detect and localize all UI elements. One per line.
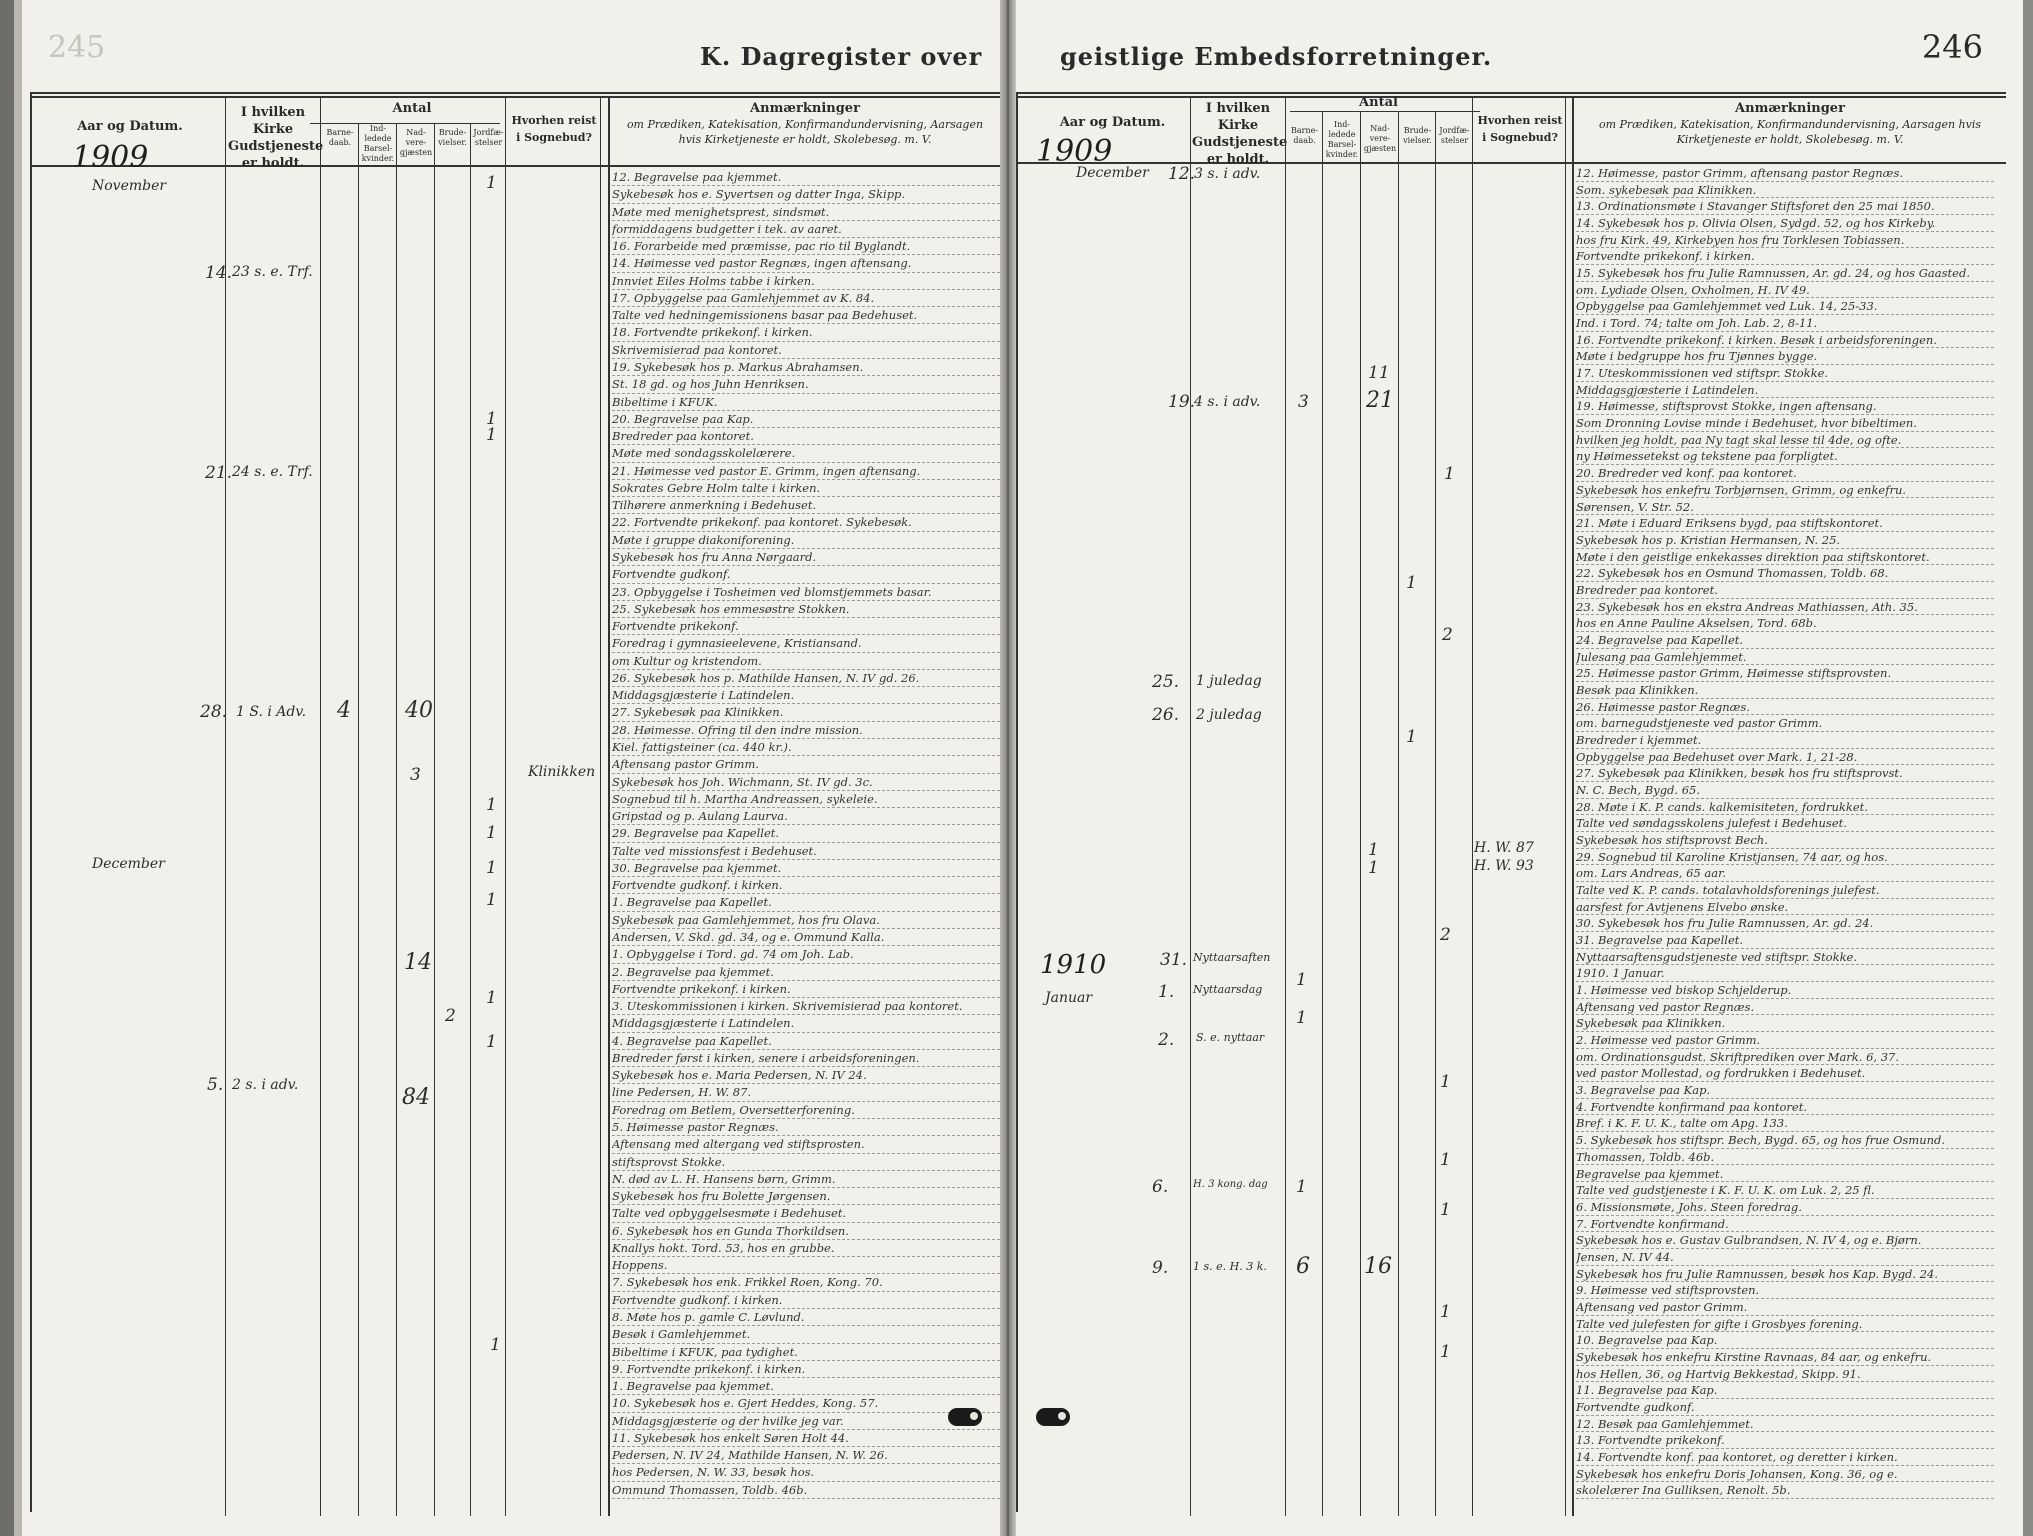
remark-line: Fortvendte gudkonf. i kirken.: [612, 878, 1000, 894]
book-edge-left: [0, 0, 14, 1536]
remark-line: Talte ved hedningemissionens basar paa Bedehuset.: [612, 308, 1000, 324]
right-date: 25.: [1152, 672, 1180, 692]
left-header-bottom-rule: [30, 165, 1000, 167]
remark-line: Bibeltime i KFUK.: [612, 395, 1000, 411]
right-date: 6.: [1152, 1177, 1169, 1197]
remark-line: 24. Begravelse paa Kapellet.: [1576, 633, 1994, 649]
right-communicant-count: 21: [1366, 388, 1394, 413]
remark-line: Fortvendte gudkonf. i kirken.: [612, 1293, 1000, 1309]
remark-line: Fortvendte prikekonf.: [612, 619, 1000, 635]
remark-line: 7. Sykebesøk hos enk. Frikkel Roen, Kong. 70.: [612, 1275, 1000, 1291]
remark-line: 14. Høimesse ved pastor Regnæs, ingen aftensang.: [612, 256, 1000, 272]
remark-line: 1910. 1 Januar.: [1576, 966, 1994, 982]
remark-line: 11. Sykebesøk hos enkelt Søren Holt 44.: [612, 1431, 1000, 1447]
right-header-remarks-sub: om Prædiken, Katekisation, Konfirmandundervisning, Aarsagen hvis Kirketjeneste er holdt, Skolebesøg. m. V.: [1598, 118, 1982, 146]
left-col-rule-baptisms: [358, 123, 359, 1516]
left-col-rule-funerals: [505, 96, 506, 1516]
right-date: 31.: [1160, 950, 1188, 970]
remark-line: 20. Bredreder ved konf. paa kontoret.: [1576, 466, 1994, 482]
remark-line: 5. Høimesse pastor Regnæs.: [612, 1120, 1000, 1136]
left-funeral-count: 1: [486, 173, 497, 193]
right-church: H. 3 kong. dag: [1193, 1179, 1268, 1190]
right-wedding-count: 1: [1440, 1200, 1451, 1220]
book-edge-left-inner: [14, 0, 22, 1536]
remark-line: Talte ved opbyggelsesmøte i Bedehuset.: [612, 1206, 1000, 1222]
remark-line: Middagsgjæsterie i Latindelen.: [612, 1016, 1000, 1032]
remark-line: 18. Fortvendte prikekonf. i kirken.: [612, 325, 1000, 341]
remark-line: Besøk paa Klinikken.: [1576, 683, 1994, 699]
left-communicant-count: 40: [405, 698, 433, 723]
remark-line: om. Lydiade Olsen, Oxholmen, H. IV 49.: [1576, 283, 1994, 299]
right-antal-rule: [1290, 111, 1480, 112]
bleed-through-page-number: 245: [48, 30, 106, 65]
remark-line: Skrivemisierad paa kontoret.: [612, 343, 1000, 359]
left-month-mark: December: [92, 856, 165, 872]
left-church: 2 s. i adv.: [232, 1077, 299, 1093]
remark-line: Sørensen, V. Str. 52.: [1576, 500, 1994, 516]
right-baptism-count: 1: [1296, 970, 1307, 990]
remark-line: Talte ved søndagsskolens julefest i Bedehuset.: [1576, 816, 1994, 832]
right-baptism-count: 6: [1296, 1254, 1310, 1279]
left-communicant-count: 3: [410, 765, 421, 785]
remark-line: 14. Fortvendte konf. paa kontoret, og deretter i kirken.: [1576, 1450, 1994, 1466]
right-top-rule: [1016, 92, 2006, 94]
remark-line: 10. Sykebesøk hos e. Gjert Heddes, Kong. 57.: [612, 1396, 1000, 1412]
remark-line: 9. Fortvendte prikekonf. i kirken.: [612, 1362, 1000, 1378]
remark-line: ny Høimessetekst og tekstene paa forpligtet.: [1576, 449, 1994, 465]
remark-line: 19. Høimesse, stiftsprovst Stokke, ingen aftensang.: [1576, 399, 1994, 415]
right-month-mark: Januar: [1045, 990, 1093, 1006]
remark-line: Sokrates Gebre Holm talte i kirken.: [612, 481, 1000, 497]
remark-line: ved pastor Mollestad, og fordrukken i Bedehuset.: [1576, 1066, 1994, 1082]
right-col-rule-weddings: [1435, 111, 1436, 1516]
right-wedding-count: 1: [1440, 1302, 1451, 1322]
right-month-mark: December: [1076, 165, 1149, 181]
right-date: 2.: [1158, 1030, 1175, 1050]
remark-line: Fortvendte prikekonf. i kirken.: [612, 982, 1000, 998]
remark-line: Møte i gruppe diakoniforening.: [612, 533, 1000, 549]
left-funeral-count: 1: [486, 409, 497, 429]
right-header-travel: Hvorhen reist i Sognebud?: [1477, 114, 1563, 144]
left-date: 21.: [205, 463, 233, 483]
right-col-rule-baptisms: [1322, 111, 1323, 1516]
remark-line: 17. Uteskommissionen ved stiftspr. Stokke.: [1576, 366, 1994, 382]
remark-line: 7. Fortvendte konfirmand.: [1576, 1217, 1994, 1233]
remark-line: Sykebesøk hos stiftsprovst Bech.: [1576, 833, 1994, 849]
remark-line: Talte ved gudstjeneste i K. F. U. K. om Luk. 2, 25 fl.: [1576, 1183, 1994, 1199]
left-col-rule-church: [320, 96, 321, 1516]
left-header-remarks-sub: om Prædiken, Katekisation, Konfirmandundervisning, Aarsagen hvis Kirketjeneste er holdt, Skolebesøg. m. V.: [626, 118, 984, 146]
remark-line: Nyttaarsaftensgudstjeneste ved stiftspr. Stokke.: [1576, 950, 1994, 966]
left-header-communicants: Nad-vere-gjæsten: [399, 128, 433, 157]
remark-line: Besøk i Gamlehjemmet.: [612, 1327, 1000, 1343]
remark-line: 14. Sykebesøk hos p. Olivia Olsen, Sydgd. 52, og hos Kirkeby.: [1576, 216, 1994, 232]
remark-line: Bredreder paa kontoret.: [1576, 583, 1994, 599]
remark-line: Møte i bedgruppe hos fru Tjønnes bygge.: [1576, 349, 1994, 365]
right-church: Nyttaarsaften: [1193, 951, 1271, 964]
remark-line: 10. Begravelse paa Kap.: [1576, 1333, 1994, 1349]
remark-line: Bref. i K. F. U. K., talte om Apg. 133.: [1576, 1116, 1994, 1132]
left-col-rule-churchings: [396, 123, 397, 1516]
right-year-1910: 1910: [1040, 950, 1107, 980]
remark-line: Sykebesøk hos Joh. Wichmann, St. IV gd. 3c.: [612, 775, 1000, 791]
remark-line: 12. Besøk paa Gamlehjemmet.: [1576, 1417, 1994, 1433]
remark-line: 8. Møte hos p. gamle C. Løvlund.: [612, 1310, 1000, 1326]
remark-line: Som. sykebesøk paa Klinikken.: [1576, 183, 1994, 199]
book-edge-right: [2023, 0, 2033, 1536]
left-header-remarks-title: Anmærkninger: [750, 101, 860, 116]
right-wedding-count: 1: [1440, 1150, 1451, 1170]
remark-line: 31. Begravelse paa Kapellet.: [1576, 933, 1994, 949]
remark-line: 29. Sognebud til Karoline Kristjansen, 74 aar, og hos.: [1576, 850, 1994, 866]
right-travel-entry: H. W. 87: [1474, 840, 1534, 856]
right-date: 1.: [1158, 982, 1175, 1002]
remark-line: 3. Uteskommissionen i kirken. Skrivemisierad paa kontoret.: [612, 999, 1000, 1015]
right-communicant-count: 11: [1368, 363, 1390, 383]
remark-line: 1. Opbyggelse i Tord. gd. 74 om Joh. Lab.: [612, 947, 1000, 963]
ink-blot: [1036, 1408, 1070, 1426]
remark-line: 9. Høimesse ved stiftsprovsten.: [1576, 1283, 1994, 1299]
remark-line: Talte ved missionsfest i Bedehuset.: [612, 844, 1000, 860]
remark-line: Som Dronning Lovise minde i Bedehuset, hvor bibeltimen.: [1576, 416, 1994, 432]
remark-line: Talte ved K. P. cands. totalavholdsforenings julefest.: [1576, 883, 1994, 899]
remark-line: 4. Begravelse paa Kapellet.: [612, 1034, 1000, 1050]
remark-line: 5. Sykebesøk hos stiftspr. Bech, Bygd. 65, og hos frue Osmund.: [1576, 1133, 1994, 1149]
right-churching-count: 1: [1406, 573, 1417, 593]
remark-line: 1. Begravelse paa kjemmet.: [612, 1379, 1000, 1395]
remark-line: Ommund Thomassen, Toldb. 46b.: [612, 1483, 1000, 1499]
remark-line: Middagsgjæsterie i Latindelen.: [1576, 383, 1994, 399]
remark-line: Fortvendte gudkonf.: [1576, 1400, 1994, 1416]
remark-line: 25. Sykebesøk hos emmesøstre Stokken.: [612, 602, 1000, 618]
remark-line: Sykebesøk hos e. Gustav Gulbrandsen, N. IV 4, og e. Bjørn.: [1576, 1233, 1994, 1249]
right-top-rule-double: [1016, 96, 2006, 98]
left-header-travel: Hvorhen reist i Sognebud?: [511, 114, 597, 144]
remark-line: Ind. i Tord. 74; talte om Joh. Lab. 2, 8-11.: [1576, 316, 1994, 332]
left-funeral-count: 1: [486, 795, 497, 815]
remark-line: Sykebesøk hos enkefru Doris Johansen, Kong. 36, og e.: [1576, 1467, 1994, 1483]
remark-line: 12. Begravelse paa kjemmet.: [612, 170, 1000, 186]
remark-line: 22. Sykebesøk hos en Osmund Thomassen, Toldb. 68.: [1576, 566, 1994, 582]
remark-line: Møte i den geistlige enkekasses direktion paa stiftskontoret.: [1576, 550, 1994, 566]
remark-line: 26. Sykebesøk hos p. Mathilde Hansen, N. IV gd. 26.: [612, 671, 1000, 687]
left-col-rule-communicants: [434, 123, 435, 1516]
remark-line: 6. Missionsmøte, Johs. Steen foredrag.: [1576, 1200, 1994, 1216]
remark-line: 2. Høimesse ved pastor Grimm.: [1576, 1033, 1994, 1049]
left-col-rule-travel: [600, 96, 601, 1516]
right-church: 3 s. i adv.: [1194, 166, 1261, 182]
remark-line: hos fru Kirk. 49, Kirkebyen hos fru Torklesen Tobiassen.: [1576, 233, 1994, 249]
ink-blot: [948, 1408, 982, 1426]
left-communicant-count: 84: [402, 1085, 430, 1110]
remark-line: Hoppens.: [612, 1258, 1000, 1274]
right-baptism-count: 1: [1296, 1177, 1307, 1197]
right-col-rule-funerals: [1472, 96, 1473, 1516]
remark-line: Innviet Eiles Holms tabbe i kirken.: [612, 274, 1000, 290]
remark-line: Fortvendte gudkonf.: [612, 567, 1000, 583]
right-col-rule-date: [1190, 96, 1191, 1516]
left-header-funerals: Jordfæ-stelser: [473, 128, 504, 147]
left-top-rule: [30, 92, 1000, 94]
left-travel-entry: Klinikken: [528, 764, 596, 780]
remark-line: 15. Sykebesøk hos fru Julie Ramnussen, Ar. gd. 24, og hos Gaasted.: [1576, 266, 1994, 282]
book-gutter: [1000, 0, 1016, 1536]
remark-line: 30. Begravelse paa kjemmet.: [612, 861, 1000, 877]
right-date: 12.: [1168, 164, 1196, 184]
left-funeral-count: 1: [486, 823, 497, 843]
remark-line: 17. Opbyggelse paa Gamlehjemmet av K. 84.: [612, 291, 1000, 307]
remark-line: 1. Begravelse paa Kapellet.: [612, 895, 1000, 911]
remark-line: N. C. Bech, Bygd. 65.: [1576, 783, 1994, 799]
right-church: Nyttaarsdag: [1193, 983, 1263, 996]
right-header-date: Aar og Datum.: [1059, 115, 1166, 130]
right-page-title: geistlige Embedsforretninger.: [1060, 42, 1493, 71]
right-wedding-count: 2: [1440, 925, 1451, 945]
remark-line: 27. Sykebesøk paa Klinikken.: [612, 705, 1000, 721]
remark-line: Julesang paa Gamlehjemmet.: [1576, 650, 1994, 666]
right-year: 1909: [1036, 134, 1113, 169]
right-baptism-count: 3: [1298, 392, 1309, 412]
remark-line: 12. Høimesse, pastor Grimm, aftensang pastor Regnæs.: [1576, 166, 1994, 182]
remark-line: Sykebesøk hos fru Bolette Jørgensen.: [612, 1189, 1000, 1205]
remark-line: 27. Sykebesøk paa Klinikken, besøk hos fru stiftsprovst.: [1576, 766, 1994, 782]
remark-line: Aftensang med altergang ved stiftsprosten.: [612, 1137, 1000, 1153]
left-church: 24 s. e. Trf.: [232, 464, 313, 480]
left-col-rule-date: [225, 96, 226, 1516]
right-header-church: I hvilken Kirke Gudstjeneste er holdt.: [1192, 101, 1288, 167]
right-header-remarks-title: Anmærkninger: [1735, 101, 1845, 116]
remark-line: om. Ordinationsgudst. Skriftprediken over Mark. 6, 37.: [1576, 1050, 1994, 1066]
remark-line: Bibeltime i KFUK, paa tydighet.: [612, 1345, 1000, 1361]
right-church: 2 juledag: [1196, 707, 1262, 723]
remark-line: 26. Høimesse pastor Regnæs.: [1576, 700, 1994, 716]
remark-line: 29. Begravelse paa Kapellet.: [612, 826, 1000, 842]
remark-line: 11. Begravelse paa Kap.: [1576, 1383, 1994, 1399]
remark-line: 3. Begravelse paa Kap.: [1576, 1083, 1994, 1099]
right-col-rule-remarks: [1572, 96, 1574, 1516]
remark-line: 16. Fortvendte prikekonf. i kirken. Besøk i arbeidsforeningen.: [1576, 333, 1994, 349]
left-funeral-count: 1: [486, 858, 497, 878]
remark-line: 25. Høimesse pastor Grimm, Høimesse stiftsprovsten.: [1576, 666, 1994, 682]
right-churching-count: 1: [1406, 727, 1417, 747]
right-wedding-count: 1: [1444, 464, 1455, 484]
remark-line: Bredreder paa kontoret.: [612, 429, 1000, 445]
remark-line: om. Lars Andreas, 65 aar.: [1576, 866, 1994, 882]
left-communicant-count: 14: [404, 950, 432, 975]
left-col-rule-weddings: [470, 123, 471, 1516]
remark-line: 30. Sykebesøk hos fru Julie Ramnussen, Ar. gd. 24.: [1576, 916, 1994, 932]
remark-line: Sykebesøk hos enkefru Kirstine Ravnaas, 84 aar, og enkefru.: [1576, 1350, 1994, 1366]
remark-line: Andersen, V. Skd. gd. 34, og e. Ommund Kalla.: [612, 930, 1000, 946]
left-top-rule-double: [30, 96, 1000, 98]
remark-line: Fortvendte prikekonf. i kirken.: [1576, 249, 1994, 265]
right-page-border: [1016, 92, 1018, 1512]
remark-line: hvilken jeg holdt, paa Ny tagt skal lesse til 4de, og ofte.: [1576, 433, 1994, 449]
remark-line: Thomassen, Toldb. 46b.: [1576, 1150, 1994, 1166]
right-date: 19.: [1168, 392, 1196, 412]
right-header-communicants: Nad-vere-gjæsten: [1363, 124, 1397, 153]
remark-line: Gripstad og p. Aulang Laurva.: [612, 809, 1000, 825]
remark-line: Sykebesøk hos e. Syvertsen og datter Inga, Skipp.: [612, 187, 1000, 203]
remark-line: Kiel. fattigsteiner (ca. 440 kr.).: [612, 740, 1000, 756]
remark-line: 21. Møte i Eduard Eriksens bygd, paa stiftskontoret.: [1576, 516, 1994, 532]
right-header-churchings: Ind-ledede Barsel-kvinder.: [1325, 120, 1359, 159]
remark-line: Sykebesøk hos fru Julie Ramnussen, besøk hos Kap. Bygd. 24.: [1576, 1267, 1994, 1283]
remark-line: stiftsprovst Stokke.: [612, 1155, 1000, 1171]
right-wedding-count: 2: [1442, 625, 1453, 645]
remark-line: Opbyggelse paa Gamlehjemmet ved Luk. 14, 25-33.: [1576, 299, 1994, 315]
remark-line: aarsfest for Avtjenens Elvebo ønske.: [1576, 900, 1994, 916]
right-header-weddings: Brude-vielser.: [1403, 126, 1432, 145]
remark-line: Tilhørere anmerkning i Bedehuset.: [612, 498, 1000, 514]
remark-line: Sykebesøk paa Klinikken.: [1576, 1016, 1994, 1032]
left-date: 14.: [205, 263, 233, 283]
right-wedding-count: 1: [1440, 1072, 1451, 1092]
remark-line: Sognebud til h. Martha Andreassen, sykeleie.: [612, 792, 1000, 808]
remark-line: 20. Begravelse paa Kap.: [612, 412, 1000, 428]
right-date: 26.: [1152, 705, 1180, 725]
right-travel-entry: H. W. 93: [1474, 858, 1534, 874]
remark-line: St. 18 gd. og hos Juhn Henriksen.: [612, 377, 1000, 393]
remark-line: hos Hellen, 36, og Hartvig Bekkestad, Skipp. 91.: [1576, 1367, 1994, 1383]
remark-line: 19. Sykebesøk hos p. Markus Abrahamsen.: [612, 360, 1000, 376]
remark-line: Aftensang ved pastor Grimm.: [1576, 1300, 1994, 1316]
left-header-date: Aar og Datum.: [77, 119, 183, 134]
left-header-weddings: Brude-vielser.: [438, 128, 467, 147]
left-page-title: K. Dagregister over: [700, 42, 983, 71]
remark-line: 28. Møte i K. P. cands. kalkemisiteten, fordrukket.: [1576, 800, 1994, 816]
right-col-rule-churchings: [1360, 111, 1361, 1516]
remark-line: Sykebesøk hos e. Maria Pedersen, N. IV 24.: [612, 1068, 1000, 1084]
left-church: 1 S. i Adv.: [236, 704, 307, 720]
right-communicant-count: 1: [1368, 840, 1379, 860]
remark-line: Middagsgjæsterie i Latindelen.: [612, 688, 1000, 704]
remark-line: Aftensang pastor Grimm.: [612, 757, 1000, 773]
remark-line: N. død av L. H. Hansens børn, Grimm.: [612, 1172, 1000, 1188]
right-church: S. e. nyttaar: [1196, 1031, 1265, 1044]
remark-line: Sykebesøk paa Gamlehjemmet, hos fru Olava.: [612, 913, 1000, 929]
left-funeral-count: 1: [486, 988, 497, 1008]
remark-line: Foredrag i gymnasieelevene, Kristiansand.: [612, 636, 1000, 652]
right-church: 1 juledag: [1196, 673, 1262, 689]
remark-line: 22. Fortvendte prikekonf. paa kontoret. Sykebesøk.: [612, 515, 1000, 531]
remark-line: Middagsgjæsterie og der hvilke jeg var.: [612, 1414, 1000, 1430]
right-wedding-count: 1: [1440, 1342, 1451, 1362]
remark-line: 28. Høimesse. Ofring til den indre mission.: [612, 723, 1000, 739]
remark-line: 16. Forarbeide med præmisse, pac rio til Byglandt.: [612, 239, 1000, 255]
remark-line: Jensen, N. IV 44.: [1576, 1250, 1994, 1266]
remark-line: Sykebesøk hos enkefru Torbjørnsen, Grimm, og enkefru.: [1576, 483, 1994, 499]
left-wedding-count: 2: [445, 1006, 456, 1026]
remark-line: line Pedersen, H. W. 87.: [612, 1085, 1000, 1101]
left-funeral-count: 1: [486, 890, 497, 910]
remark-line: Møte med sondagsskolelærere.: [612, 446, 1000, 462]
remark-line: 1. Høimesse ved biskop Schjelderup.: [1576, 983, 1994, 999]
left-date: 28.: [200, 702, 228, 722]
left-page-border: [30, 92, 32, 1512]
remark-line: Foredrag om Betlem, Oversetterforening.: [612, 1103, 1000, 1119]
left-baptism-count: 4: [337, 698, 351, 723]
remark-line: Aftensang ved pastor Regnæs.: [1576, 1000, 1994, 1016]
left-header-baptisms: Barne-daab.: [326, 128, 354, 147]
right-baptism-count: 1: [1296, 1008, 1307, 1028]
left-funeral-count: 1: [486, 1032, 497, 1052]
left-header-churchings: Ind-ledede Barsel-kvinder.: [361, 124, 395, 163]
remark-line: Talte ved julefesten for gifte i Grosbyes forening.: [1576, 1317, 1994, 1333]
remark-line: hos en Anne Pauline Akselsen, Tord. 68b.: [1576, 616, 1994, 632]
remark-line: 23. Sykebesøk hos en ekstra Andreas Mathiassen, Ath. 35.: [1576, 600, 1994, 616]
remark-line: 13. Fortvendte prikekonf.: [1576, 1433, 1994, 1449]
right-col-rule-travel: [1565, 96, 1566, 1516]
page-number: 246: [1921, 28, 1983, 66]
right-header-antal: Antal: [1359, 95, 1398, 110]
remark-line: 4. Fortvendte konfirmand paa kontoret.: [1576, 1100, 1994, 1116]
remark-line: Pedersen, N. IV 24, Mathilde Hansen, N. W. 26.: [612, 1448, 1000, 1464]
remark-line: Sykebesøk hos fru Anna Nørgaard.: [612, 550, 1000, 566]
right-church: 4 s. i adv.: [1194, 394, 1261, 410]
remark-line: 21. Høimesse ved pastor E. Grimm, ingen aftensang.: [612, 464, 1000, 480]
right-col-rule-church: [1285, 96, 1286, 1516]
remark-line: Begravelse paa kjemmet.: [1576, 1167, 1994, 1183]
remark-line: om Kultur og kristendom.: [612, 654, 1000, 670]
left-date: 5.: [207, 1075, 224, 1095]
right-communicant-count: 16: [1364, 1254, 1392, 1279]
remark-line: Sykebesøk hos p. Kristian Hermansen, N. 25.: [1576, 533, 1994, 549]
right-communicant-count: 1: [1368, 858, 1379, 878]
left-antal-rule: [310, 123, 500, 124]
remark-line: 23. Opbyggelse i Tosheimen ved blomstjemmets basar.: [612, 585, 1000, 601]
remark-line: Opbyggelse paa Bedehuset over Mark. 1, 21-28.: [1576, 750, 1994, 766]
remark-line: Bredreder i kjemmet.: [1576, 733, 1994, 749]
left-church: 23 s. e. Trf.: [232, 264, 313, 280]
right-date: 9.: [1152, 1258, 1169, 1278]
left-header-antal: Antal: [392, 101, 432, 116]
remark-line: skolelærer Ina Gulliksen, Renolt. 5b.: [1576, 1483, 1994, 1499]
remark-line: Knallys hokt. Tord. 53, hos en grubbe.: [612, 1241, 1000, 1257]
right-col-rule-communicants: [1398, 111, 1399, 1516]
remark-line: formiddagens budgetter i tek. av aaret.: [612, 222, 1000, 238]
left-funeral-count: 1: [490, 1335, 501, 1355]
left-col-rule-remarks: [608, 96, 610, 1516]
left-year: 1909: [72, 140, 149, 175]
remark-line: 2. Begravelse paa kjemmet.: [612, 965, 1000, 981]
remark-line: 6. Sykebesøk hos en Gunda Thorkildsen.: [612, 1224, 1000, 1240]
right-header-funerals: Jordfæ-stelser: [1439, 126, 1470, 145]
remark-line: hos Pedersen, N. W. 33, besøk hos.: [612, 1465, 1000, 1481]
left-month-mark: November: [92, 178, 167, 194]
remark-line: om. barnegudstjeneste ved pastor Grimm.: [1576, 716, 1994, 732]
left-header-church: I hvilken Kirke Gudstjeneste er holdt.: [228, 105, 324, 171]
remark-line: Møte med menighetsprest, sindsmøt.: [612, 205, 1000, 221]
remark-line: 13. Ordinationsmøte i Stavanger Stiftsforet den 25 mai 1850.: [1576, 199, 1994, 215]
right-church: 1 s. e. H. 3 k.: [1193, 1260, 1267, 1273]
right-header-baptisms: Barne-daab.: [1290, 126, 1319, 145]
right-header-bottom-rule: [1016, 162, 2006, 164]
left-funeral-count: 1: [486, 425, 497, 445]
remark-line: Bredreder først i kirken, senere i arbeidsforeningen.: [612, 1051, 1000, 1067]
